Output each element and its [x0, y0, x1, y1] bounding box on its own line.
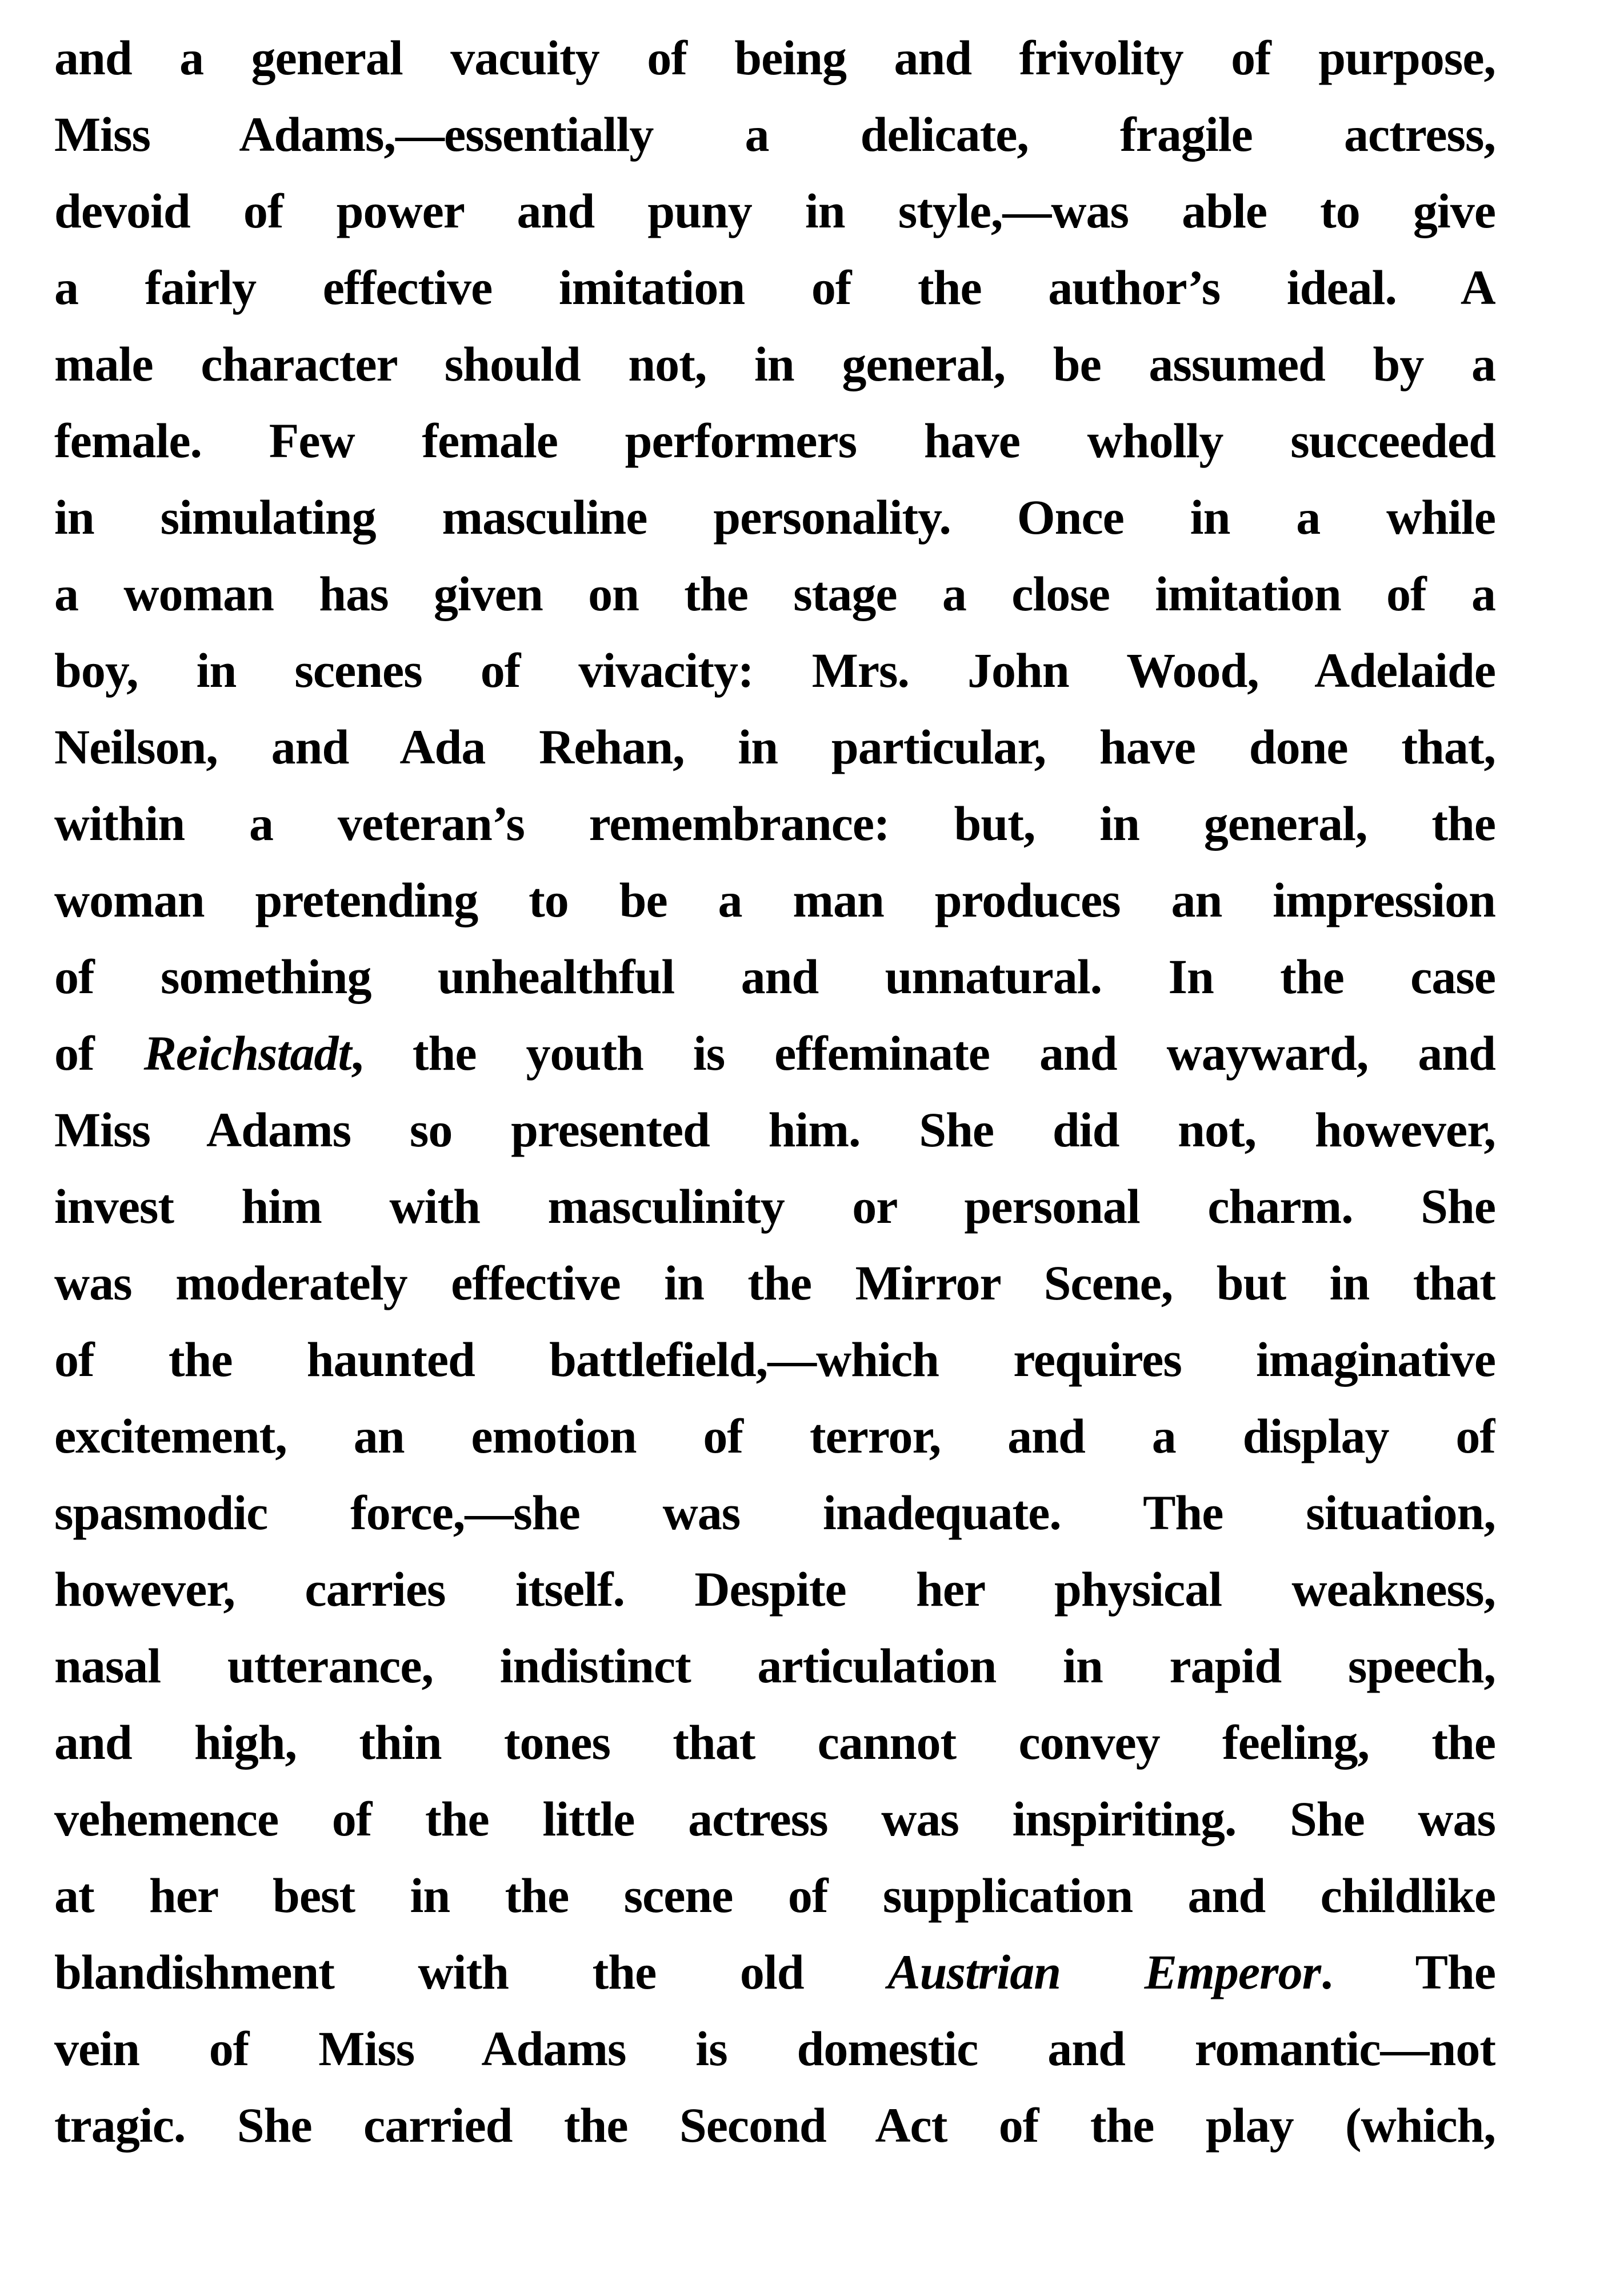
- text-line: [54, 938, 1495, 1015]
- text-line: [54, 2087, 1495, 2163]
- text-segment: devoid of power and puny in style,—was able to give: [54, 183, 1495, 238]
- text-segment: boy, in scenes of vivacity: Mrs. John Wood, Adelaide: [54, 643, 1495, 698]
- text-segment: in simulating masculine personality. Once in a while: [54, 490, 1495, 545]
- text-segment: vein of Miss Adams is domestic and romantic—not: [54, 2021, 1495, 2076]
- text-line: [54, 1321, 1495, 1398]
- text-segment: nasal utterance, indistinct articulation in rapid speech,: [54, 1638, 1495, 1693]
- text-line: [54, 1245, 1495, 1321]
- text-line: [54, 1474, 1495, 1551]
- text-line: [54, 862, 1495, 938]
- text-segment: Miss Adams,—essentially a delicate, fragile actress,: [54, 107, 1495, 162]
- text-segment: of something unhealthful and unnatural. In the case: [54, 949, 1495, 1004]
- text-segment: , the youth is effeminate and wayward, and: [351, 1026, 1495, 1081]
- text-line: [54, 249, 1495, 326]
- text-line: [54, 2010, 1495, 2087]
- text-line: [54, 173, 1495, 249]
- text-segment: excitement, an emotion of terror, and a display of: [54, 1409, 1495, 1463]
- text-line: [54, 1015, 1495, 1091]
- text-line: [54, 1551, 1495, 1627]
- text-segment: invest him with masculinity or personal charm. She: [54, 1179, 1495, 1234]
- text-line: [54, 1704, 1495, 1781]
- text-line: [54, 19, 1495, 96]
- text-segment: of the haunted battlefield,—which requires imaginative: [54, 1332, 1495, 1387]
- text-line: [54, 1091, 1495, 1168]
- text-segment: was moderately effective in the Mirror Scene, but in that: [54, 1255, 1495, 1310]
- text-line: [54, 96, 1495, 173]
- text-line: [54, 709, 1495, 785]
- text-line: [54, 1781, 1495, 1857]
- text-segment: however, carries itself. Despite her physical weakness,: [54, 1562, 1495, 1617]
- text-segment: Miss Adams so presented him. She did not, however,: [54, 1102, 1495, 1157]
- text-line: [54, 1934, 1495, 2010]
- text-segment: woman pretending to be a man produces an impression: [54, 873, 1495, 927]
- text-segment: male character should not, in general, be assumed by a: [54, 337, 1495, 391]
- text-segment: tragic. She carried the Second Act of the play (which,: [54, 2098, 1495, 2153]
- text-segment: vehemence of the little actress was inspiriting. She was: [54, 1791, 1495, 1846]
- text-segment: a woman has given on the stage a close imitation of a: [54, 566, 1495, 621]
- text-segment: of: [54, 1026, 144, 1081]
- text-line: [54, 479, 1495, 555]
- text-line: [54, 402, 1495, 479]
- text-segment: blandishment with the old: [54, 1945, 888, 1999]
- text-line: [54, 1627, 1495, 1704]
- italic-text-segment: Reichstadt: [143, 1026, 351, 1081]
- text-segment: and high, thin tones that cannot convey feeling, the: [54, 1715, 1495, 1770]
- italic-text-segment: Austrian Emperor: [887, 1945, 1321, 1999]
- text-line: [54, 326, 1495, 402]
- text-segment: within a veteran’s remembrance: but, in general, the: [54, 796, 1495, 851]
- text-segment: spasmodic force,—she was inadequate. The situation,: [54, 1485, 1495, 1540]
- text-segment: female. Few female performers have wholly succeeded: [54, 413, 1495, 468]
- text-line: [54, 785, 1495, 862]
- text-line: [54, 1168, 1495, 1245]
- text-segment: Neilson, and Ada Rehan, in particular, have done that,: [54, 719, 1495, 774]
- text-line: [54, 632, 1495, 709]
- text-segment: . The: [1321, 1945, 1495, 1999]
- text-segment: and a general vacuity of being and frivolity of purpose,: [54, 30, 1495, 85]
- text-line: [54, 1857, 1495, 1934]
- text-line: [54, 555, 1495, 632]
- text-segment: a fairly effective imitation of the author’s ideal. A: [54, 260, 1495, 315]
- text-line: [54, 1398, 1495, 1474]
- text-block: [54, 19, 1495, 2163]
- text-segment: at her best in the scene of supplication and childlike: [54, 1868, 1495, 1923]
